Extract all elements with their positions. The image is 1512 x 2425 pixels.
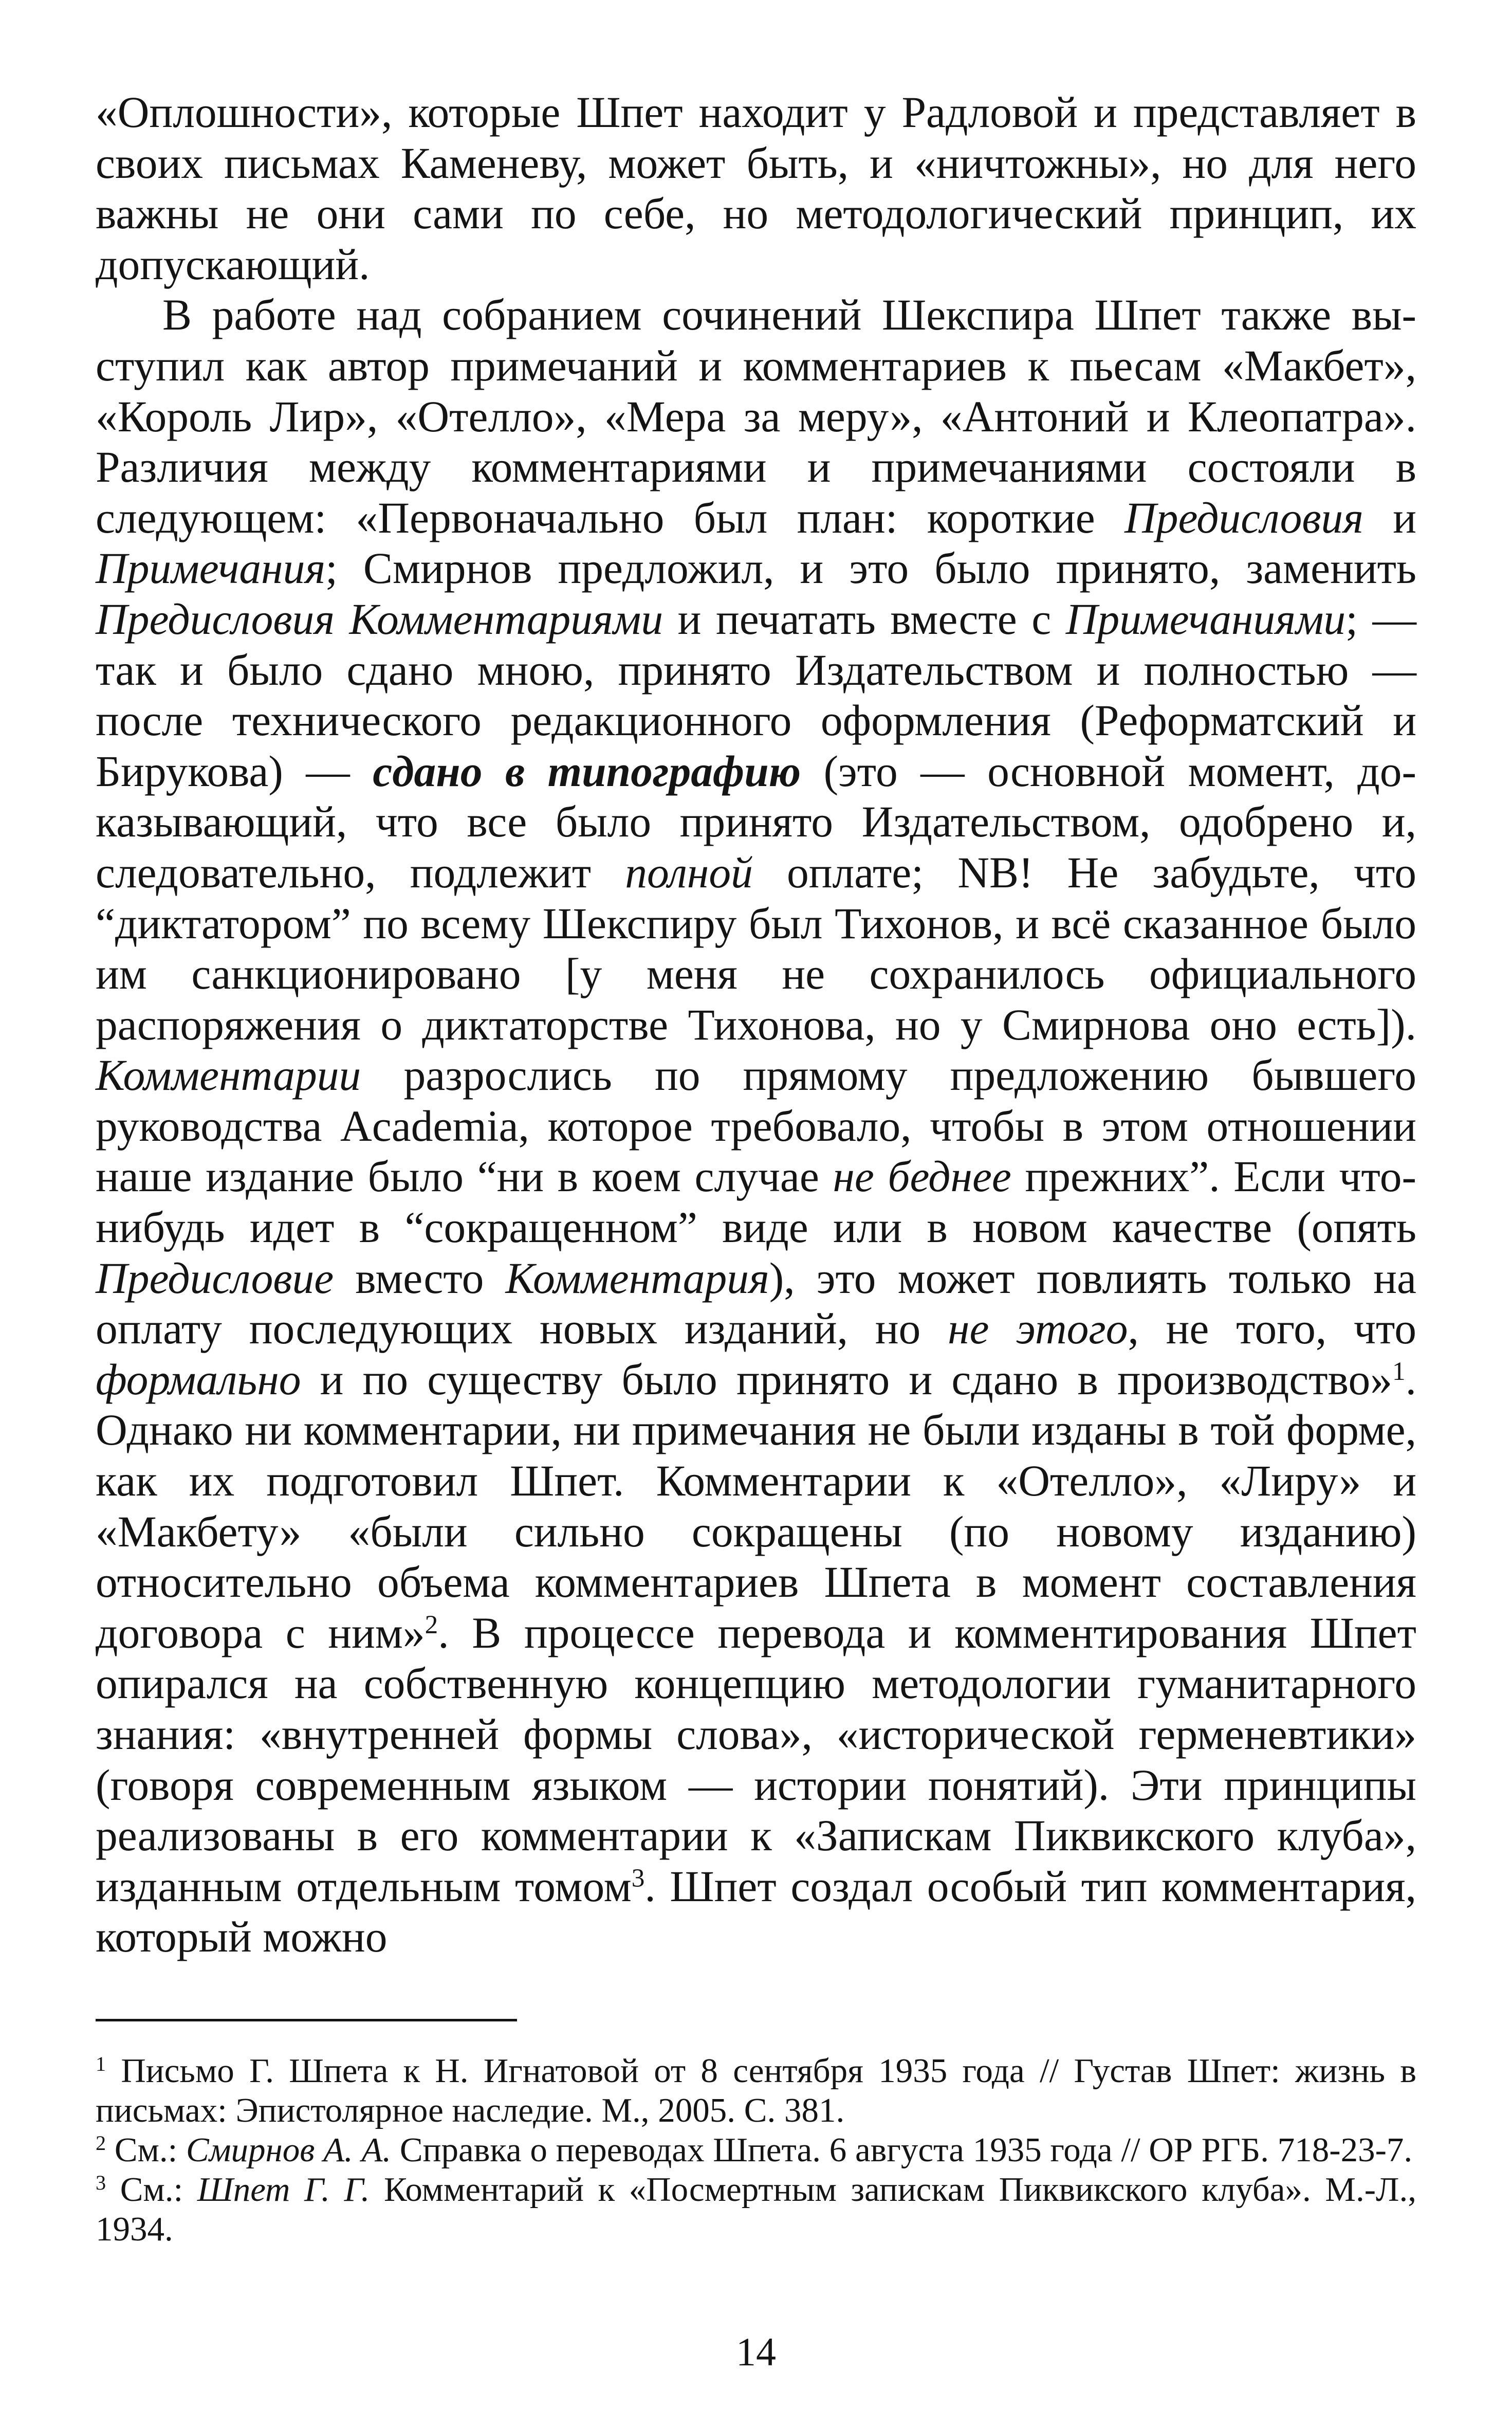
text-run: ; Смирнов предложил, и это было принято, заменить bbox=[325, 544, 1416, 593]
text-run: Письмо Г. Шпета к Н. Игнатовой от 8 сентября 1935 года // Густав Шпет: жизнь в письмах: Эпистолярное наследие. М., 2005. С. 381. bbox=[96, 2052, 1416, 2129]
paragraph bbox=[96, 87, 1416, 290]
text-run: и по существу было принято и сдано в производство» bbox=[301, 1355, 1392, 1404]
page-number: 14 bbox=[736, 2329, 776, 2374]
text-run: . Шпет создал особый тип комментария, который можно bbox=[96, 1862, 1416, 1962]
text-run: прежних”. Если что-нибудь идет в “сокращенном” виде или в новом качестве (опять bbox=[96, 1153, 1416, 1252]
text-run: ; — так и было сдано мною, принято Издательством и полностью — после технического редакционного оформления (Реформатский и Бирукова) — bbox=[96, 595, 1416, 796]
italic-run: Примечания bbox=[96, 544, 326, 593]
text-run: разрослись по прямому предложению бывшего руководства Academia, которое требовало, чтобы в этом отношении наше издание было “ни в коем случае bbox=[96, 1051, 1416, 1201]
footnote-marker: 1 bbox=[96, 2052, 106, 2075]
italic-run: Предисловия Комментариями bbox=[96, 595, 663, 644]
italic-run: Предисловие bbox=[96, 1254, 334, 1303]
footnote-marker: 2 bbox=[425, 1610, 438, 1639]
italic-run: Примечаниями bbox=[1065, 595, 1346, 644]
footnotes bbox=[96, 2051, 1416, 2249]
page-body bbox=[96, 87, 1416, 1963]
footnote bbox=[96, 2170, 1416, 2249]
italic-run: не этого bbox=[948, 1305, 1128, 1354]
italic-run: Комментария bbox=[505, 1254, 769, 1303]
italic-run: Шпет Г. Г. bbox=[197, 2171, 370, 2209]
italic-run: Предисловия bbox=[1124, 494, 1363, 542]
main-text bbox=[96, 87, 1416, 1963]
italic-run: формально bbox=[96, 1355, 301, 1404]
text-run: Справка о переводах Шпета. 6 августа 1935 года // ОР РГБ. 718-23-7. bbox=[391, 2131, 1413, 2169]
text-run: В работе над собранием сочинений Шекспира Шпет также выступил как автор примечаний и комментариев к пьесам «Макбет», «Король Лир», «Отелло», «Мера за меру», «Антоний и Клеопатра». Различия между комментариями и примечаниями состояли в следующем: «Первоначально был план: короткие bbox=[96, 291, 1416, 542]
bold-italic-run: сдано в типографию bbox=[373, 747, 801, 796]
text-run: См.: bbox=[106, 2131, 187, 2169]
text-run: ), это может повлиять только на оплату последующих новых изданий, но bbox=[96, 1254, 1417, 1354]
text-run: Комментарий к «Посмертным запискам Пиквикского клуба». М.-Л., 1934. bbox=[96, 2171, 1416, 2248]
text-run: и печатать вместе с bbox=[663, 595, 1066, 644]
footnote-separator bbox=[96, 2019, 517, 2021]
italic-run: не беднее bbox=[833, 1153, 1011, 1201]
footnote bbox=[96, 2051, 1416, 2130]
text-run: См.: bbox=[106, 2171, 197, 2209]
text-run: вместо bbox=[334, 1254, 506, 1303]
italic-run: Смирнов А. А. bbox=[186, 2131, 392, 2169]
text-run: оплате; NB! Не забудьте, что “диктатором” по всему Шекспиру был Тихонов, и всё сказанное было им санкционировано [у меня не сохранилось официального распоряжения о диктаторстве Тихонова, но у Смирнова оно есть]). bbox=[96, 848, 1416, 1049]
footnote-marker: 2 bbox=[96, 2131, 106, 2155]
text-run: . В процессе перевода и комментирования Шпет опирался на собственную концепцию методологии гуманитарного знания: «внутренней формы слова», «исторической герменевтики» (говоря современным языком — истории понятий). Эти принципы реализованы в его комментарии к «Запискам Пиквикского клуба», изданным отдельным томом bbox=[96, 1609, 1416, 1911]
text-run: «Оплошности», которые Шпет находит у Радловой и представляет в своих письмах Каменеву, может быть, и «ничтожны», но для него важны не они сами по себе, но методологический принцип, их допускающий. bbox=[96, 88, 1416, 289]
paragraph bbox=[96, 290, 1416, 1963]
footnote-marker: 3 bbox=[631, 1863, 645, 1893]
footnote-marker: 1 bbox=[1392, 1356, 1406, 1386]
italic-run: полной bbox=[625, 848, 753, 897]
footnote-marker: 3 bbox=[96, 2171, 106, 2194]
text-run: . Однако ни комментарии, ни примечания не были изданы в той форме, как их подготовил Шпет. Комментарии к «Отелло», «Лиру» и «Макбету» «были сильно сокращены (по новому изданию) относительно объема комментариев Шпета в момент составления договора с ним» bbox=[96, 1355, 1416, 1657]
text-run: и bbox=[1363, 494, 1416, 542]
text-run: , не того, что bbox=[1128, 1305, 1416, 1354]
footnote bbox=[96, 2130, 1416, 2170]
italic-run: Комментарии bbox=[96, 1051, 361, 1100]
text-run: (это — основной момент, доказывающий, что все было принято Издательством, одобрено и, следовательно, подлежит bbox=[96, 747, 1416, 897]
